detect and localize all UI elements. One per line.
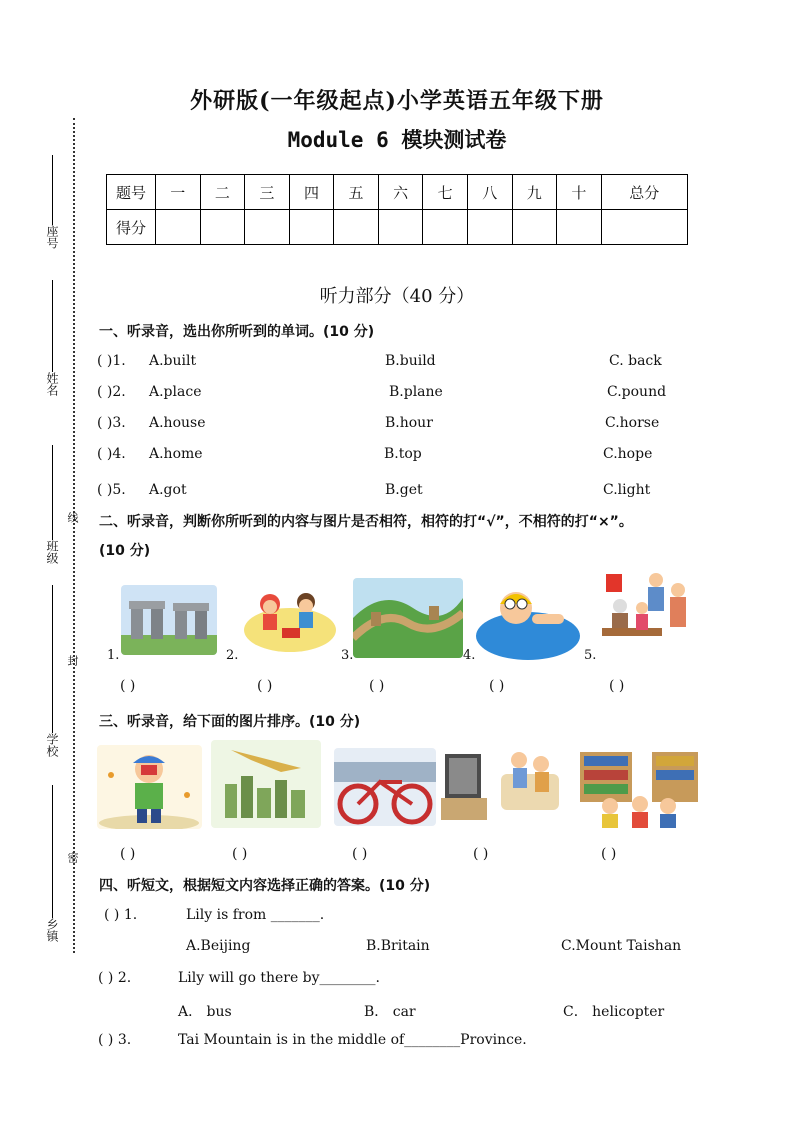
- section-4-title: 四、听短文，根据短文内容选择正确的答案。(10 分): [99, 878, 431, 894]
- q2-paren[interactable]: ( )2.: [97, 384, 126, 400]
- listening-heading: 听力部分（40 分）: [319, 286, 475, 307]
- answer-blank[interactable]: ( ): [120, 678, 136, 694]
- s4-q1-option-b: B.Britain: [366, 938, 430, 954]
- table-cell: 一: [156, 175, 201, 210]
- table-cell: 总分: [601, 175, 687, 210]
- binding-dotted-line: [73, 118, 75, 953]
- q5-option-a: A.got: [149, 482, 187, 498]
- watching-tv-picture: [441, 740, 563, 828]
- q3-option-c: C.horse: [605, 415, 660, 431]
- family-picture: [596, 570, 696, 658]
- q3-option-a: A.house: [149, 415, 206, 431]
- s4-q1-text: Lily is from _______.: [186, 907, 325, 923]
- q4-option-c: C.hope: [603, 446, 653, 462]
- margin-mark-line: 线: [66, 512, 79, 523]
- s4-q3-text: Tai Mountain is in the middle of________Province.: [178, 1032, 527, 1048]
- s4-q2-text: Lily will go there by________.: [178, 970, 380, 986]
- q1-option-b: B.build: [385, 353, 436, 369]
- margin-label-class: 班级: [45, 540, 59, 564]
- stonehenge-picture: [121, 585, 217, 655]
- margin-label-name: 姓名: [45, 372, 59, 396]
- q1-option-a: A.built: [149, 353, 197, 369]
- score-cell[interactable]: [557, 210, 602, 245]
- score-table: [106, 174, 688, 245]
- s4-q2-option-a: A． bus: [178, 1004, 232, 1020]
- q4-option-b: B.top: [384, 446, 422, 462]
- section-2-title: 二、听录音，判断你所听到的内容与图片是否相符，相符的打“√”，不相符的打“×”。: [99, 514, 633, 530]
- margin-label-school: 学校: [45, 733, 59, 757]
- table-cell: 六: [378, 175, 423, 210]
- table-row: [107, 210, 688, 245]
- section-3-title: 三、听录音，给下面的图片排序。(10 分): [99, 714, 361, 730]
- q4-option-a: A.home: [149, 446, 203, 462]
- answer-blank[interactable]: ( ): [473, 846, 489, 862]
- swimming-boy-picture: [476, 578, 580, 660]
- answer-blank[interactable]: ( ): [609, 678, 625, 694]
- picture-number-4: 4.: [463, 648, 476, 663]
- q5-paren[interactable]: ( )5.: [97, 482, 126, 498]
- answer-blank[interactable]: ( ): [257, 678, 273, 694]
- q5-option-c: C.light: [603, 482, 651, 498]
- margin-label-town: 乡镇: [45, 918, 59, 942]
- s4-q1-paren[interactable]: ( ) 1.: [104, 907, 138, 923]
- q4-paren[interactable]: ( )4.: [97, 446, 126, 462]
- score-cell[interactable]: [200, 210, 245, 245]
- table-cell: 七: [423, 175, 468, 210]
- seat-line: [52, 155, 53, 225]
- table-cell: 九: [512, 175, 557, 210]
- score-cell[interactable]: [156, 210, 201, 245]
- q2-option-b: B.plane: [389, 384, 443, 400]
- s4-q3-paren[interactable]: ( ) 3.: [98, 1032, 132, 1048]
- section-1-title: 一、听录音，选出你所听到的单词。(10 分): [99, 324, 375, 340]
- picnic-picture: [240, 580, 338, 655]
- s4-q2-paren[interactable]: ( ) 2.: [98, 970, 132, 986]
- q3-option-b: B.hour: [385, 415, 433, 431]
- margin-label-seat: 座号: [45, 225, 59, 249]
- score-cell[interactable]: [467, 210, 512, 245]
- q2-option-c: C.pound: [607, 384, 667, 400]
- s4-q2-option-b: B． car: [364, 1004, 416, 1020]
- s4-q2-option-c: C． helicopter: [563, 1004, 665, 1020]
- table-row: [107, 175, 688, 210]
- exam-title: 外研版(一年级起点)小学英语五年级下册: [190, 88, 604, 114]
- margin-mark-secret: 密: [66, 852, 79, 863]
- table-cell: 四: [289, 175, 334, 210]
- answer-blank[interactable]: ( ): [489, 678, 505, 694]
- picture-number-2: 2.: [226, 648, 239, 663]
- answer-blank[interactable]: ( ): [232, 846, 248, 862]
- picture-number-3: 3.: [341, 648, 354, 663]
- city-plane-picture: [211, 740, 321, 828]
- q3-paren[interactable]: ( )3.: [97, 415, 126, 431]
- q5-option-b: B.get: [385, 482, 423, 498]
- score-cell[interactable]: [245, 210, 290, 245]
- score-cell[interactable]: [334, 210, 379, 245]
- bike-picture: [334, 748, 436, 826]
- picture-number-5: 5.: [584, 648, 597, 663]
- town-line: [52, 785, 53, 918]
- great-wall-picture: [353, 578, 463, 658]
- table-cell: 八: [467, 175, 512, 210]
- class-line: [52, 445, 53, 540]
- margin-mark-seal: 封: [66, 655, 79, 666]
- s4-q1-option-c: C.Mount Taishan: [561, 938, 682, 954]
- exam-subtitle: Module 6 模块测试卷: [287, 128, 507, 152]
- score-cell[interactable]: [601, 210, 687, 245]
- school-line: [52, 585, 53, 733]
- q1-paren[interactable]: ( )1.: [97, 353, 126, 369]
- score-cell[interactable]: [512, 210, 557, 245]
- table-cell: 十: [557, 175, 602, 210]
- answer-blank[interactable]: ( ): [601, 846, 617, 862]
- table-cell: 二: [200, 175, 245, 210]
- table-cell: 题号: [107, 175, 156, 210]
- q2-option-a: A.place: [149, 384, 202, 400]
- table-cell: 三: [245, 175, 290, 210]
- boy-camera-picture: [97, 745, 202, 829]
- answer-blank[interactable]: ( ): [120, 846, 136, 862]
- score-cell[interactable]: [378, 210, 423, 245]
- section-2-points: (10 分): [99, 543, 151, 559]
- picture-number-1: 1.: [107, 648, 120, 663]
- table-cell: 得分: [107, 210, 156, 245]
- score-cell[interactable]: [423, 210, 468, 245]
- answer-blank[interactable]: ( ): [369, 678, 385, 694]
- score-cell[interactable]: [289, 210, 334, 245]
- answer-blank[interactable]: ( ): [352, 846, 368, 862]
- q1-option-c: C. back: [609, 353, 662, 369]
- library-picture: [580, 748, 700, 830]
- table-cell: 五: [334, 175, 379, 210]
- s4-q1-option-a: A.Beijing: [186, 938, 251, 954]
